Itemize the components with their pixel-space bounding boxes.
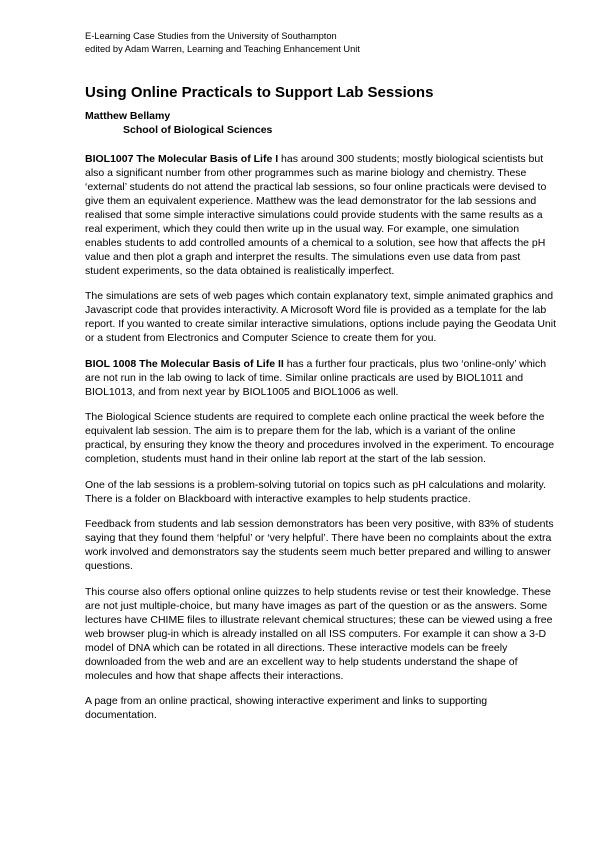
- document-body: [85, 152, 557, 723]
- paragraph-simulations: [85, 289, 557, 345]
- paragraph-caption: [85, 694, 557, 722]
- course-title-bold: BIOL1007 The Molecular Basis of Life I: [85, 152, 279, 165]
- paragraph-text: The Biological Science students are required to complete each online practical the week before the equivalent lab session. The aim is to prepare them for the lab, which is a variant of the online practical, by ensuring they know the theory and procedures involved in the experiment. To encourage completion, students must hand in their online lab report at the start of the lab session.: [85, 411, 555, 466]
- paragraph-text: has a further four practicals, plus two ‘online-only’ which are not run in the lab owing to lack of time. Similar online practicals are used by BIOL1011 and BIOL1013, and from next year by BIOL1005 and BIOL1006 as well.: [85, 357, 547, 398]
- course-title-bold: BIOL 1008 The Molecular Basis of Life II: [85, 357, 284, 370]
- paragraph-biol1008: [85, 357, 557, 399]
- document-header: [85, 30, 557, 57]
- header-editor-line: edited by Adam Warren, Learning and Teaching Enhancement Unit: [85, 44, 360, 55]
- author-name: Matthew Bellamy: [85, 109, 171, 122]
- header-series-line: E-Learning Case Studies from the University of Southampton: [85, 31, 337, 41]
- author-affiliation: School of Biological Sciences: [123, 123, 273, 136]
- paragraph-tutorial: [85, 478, 557, 506]
- paragraph-requirements: [85, 410, 557, 466]
- paragraph-text: has around 300 students; mostly biological scientists but also a significant number from other programmes such as marine biology and chemistry. These ‘external’ students do not attend the practical lab sessions, so four online practicals were devised to give them an equivalent experience. Matthew was the lead demonstrator for the lab sessions and realised that some simple interactive simulations could provide students with the same results as a real experiment, which they could then write up in the usual way. For example, one simulation enables students to add controlled amounts of a chemical to a solution, see how that affects the pH value and then plot a graph and interpret the results. The simulations even use data from past student experiments, so the data obtained is realistically imperfect.: [85, 152, 547, 277]
- paragraph-text: One of the lab sessions is a problem-solving tutorial on topics such as pH calculations and molarity. There is a folder on Blackboard with interactive examples to help students practice.: [85, 478, 546, 505]
- paragraph-biol1007: [85, 152, 557, 278]
- page-title: Using Online Practicals to Support Lab Sessions: [85, 83, 434, 101]
- paragraph-text: Feedback from students and lab session demonstrators has been very positive, with 83% of students saying that they found them ‘helpful’ or ‘very helpful’. There have been no complaints about the extra work involved and demonstrators say the students seem much better prepared and willing to answer questions.: [85, 518, 554, 573]
- paragraph-text: This course also offers optional online quizzes to help students revise or test their knowledge. These are not just multiple-choice, but many have images as part of the question or as the answers. Some lectures have CHIME files to illustrate relevant chemical structures; these can be viewed using a free web browser plug-in which is already installed on all ISS computers. For example it can show a 3-D model of DNA which can be rotated in all directions. These interactive models can be freely downloaded from the web and are an excellent way to help students understand the shape of molecules and how that shape affects their interactions.: [85, 585, 553, 682]
- paragraph-text: A page from an online practical, showing interactive experiment and links to supporting documentation.: [85, 695, 488, 722]
- paragraph-quizzes: [85, 585, 557, 683]
- paragraph-feedback: [85, 517, 557, 573]
- paragraph-text: The simulations are sets of web pages which contain explanatory text, simple animated graphics and Javascript code that provides interactivity. A Microsoft Word file is provided as a template for the lab report. If you wanted to create similar interactive simulations, options include paying the Geodata Unit or a student from Electronics and Computer Science to create them for you.: [85, 290, 556, 345]
